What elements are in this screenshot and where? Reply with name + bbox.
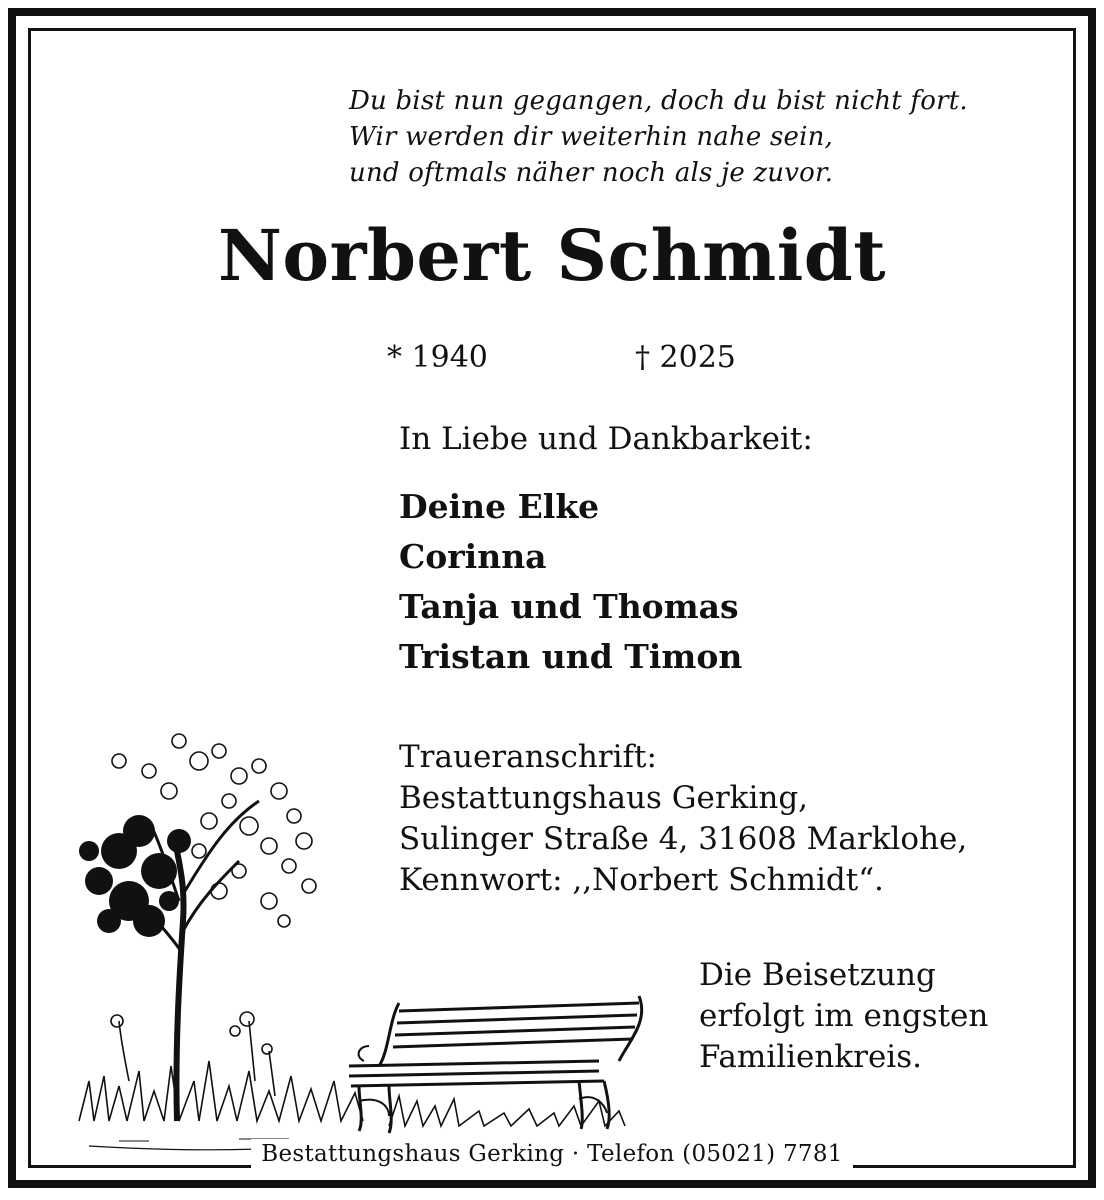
tree-icon [79,734,316,1121]
border-frame [8,8,1096,1188]
burial-notice [699,955,988,1078]
address-line: Bestattungshaus Gerking, [399,780,809,816]
dedication-line: In Liebe und Dankbarkeit: [399,421,813,457]
mourner-name: Tristan und Timon [399,637,743,676]
footer-contact: Bestattungshaus Gerking · Telefon (05021) 7781 [251,1139,852,1169]
mourner-name: Deine Elke [399,487,600,526]
address-line: Kennwort: ,,Norbert Schmidt“. [399,862,884,898]
mourner-name: Tanja und Thomas [399,587,739,626]
burial-line: erfolgt im engsten [699,998,989,1034]
poem [349,83,968,191]
burial-line: Die Beisetzung [699,957,936,993]
death-year: † 2025 [635,340,736,375]
birth-year: * 1940 [387,340,488,375]
poem-line: Wir werden dir weiterhin nahe sein, [349,122,834,152]
poem-line: Du bist nun gegangen, doch du bist nicht fort. [349,86,968,116]
mourners-list [399,487,742,687]
address-line: Sulinger Straße 4, 31608 Marklohe, [399,821,968,857]
tree-and-bench-illustration [59,721,659,1161]
mourner-name: Corinna [399,537,547,576]
burial-line: Familienkreis. [699,1039,922,1075]
inner-border [28,28,1076,1168]
deceased-name: Norbert Schmidt [217,214,887,297]
address-line: Traueranschrift: [399,739,657,775]
poem-line: und oftmals näher noch als je zuvor. [349,158,834,188]
